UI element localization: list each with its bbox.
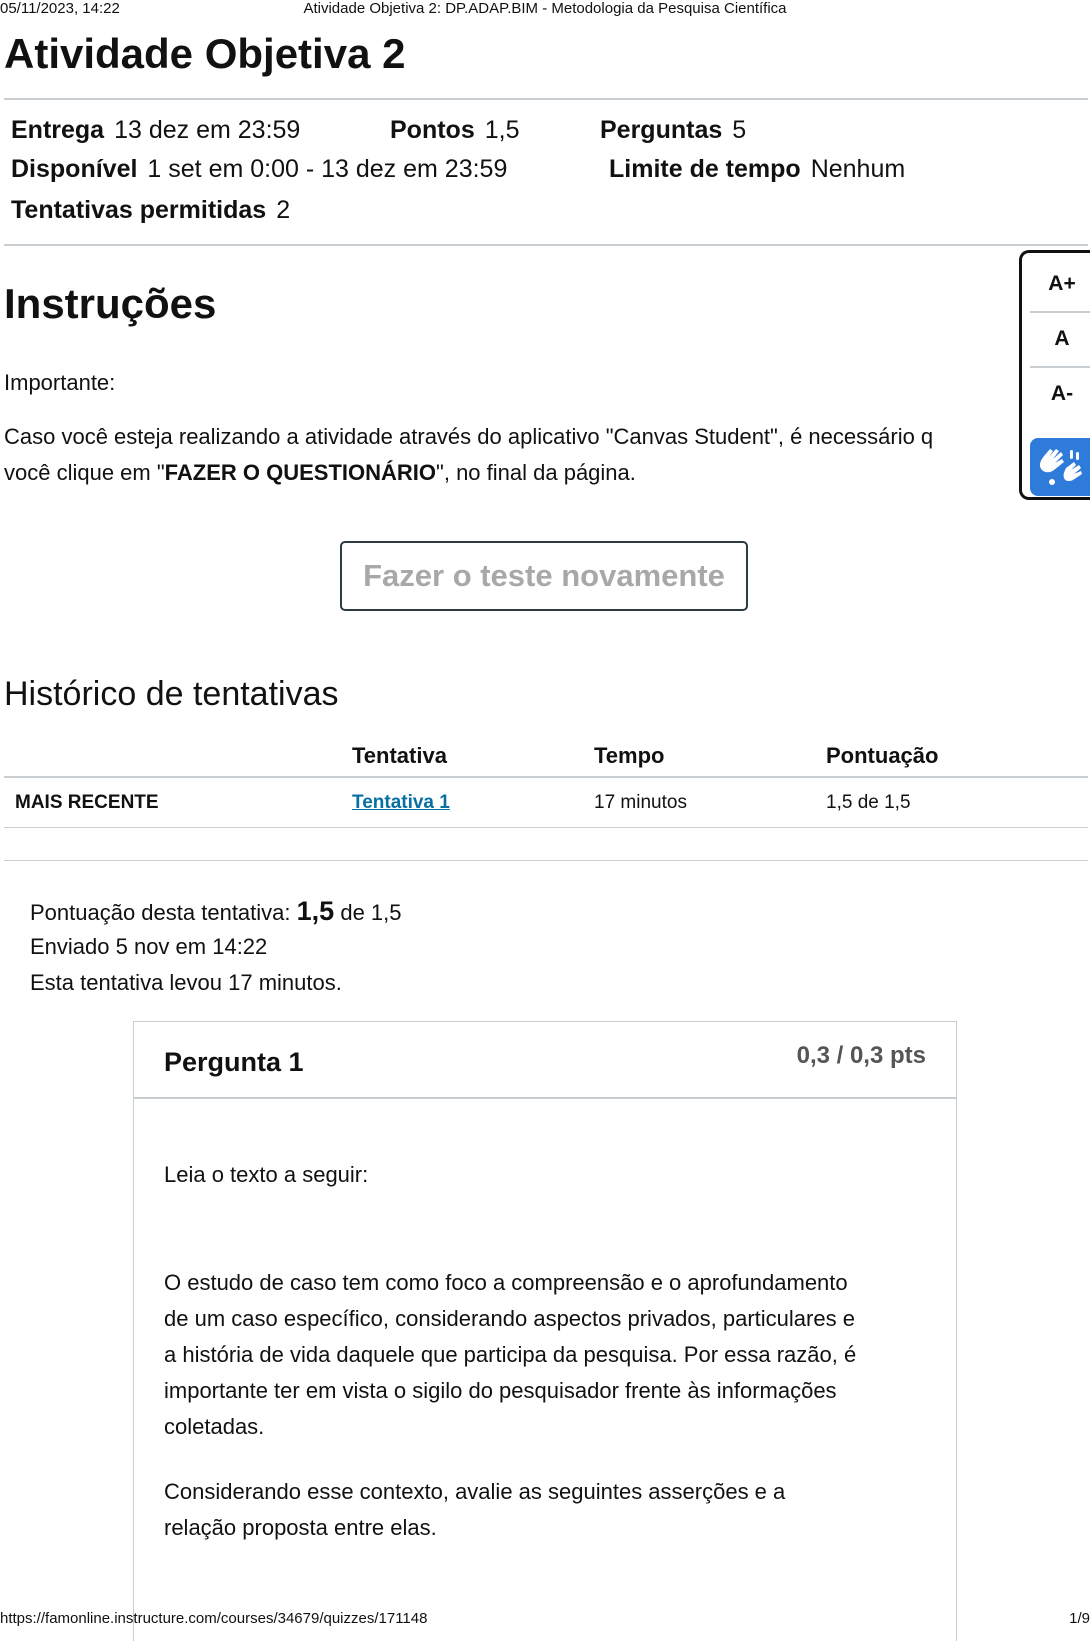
meta-questions-label: Perguntas [600,116,723,144]
instructions-line-2 [4,460,636,486]
divider [4,98,1088,100]
sign-language-button[interactable] [1030,438,1090,496]
instructions-line-2-bold: FAZER O QUESTIONÁRIO [164,460,437,485]
meta-due-value: 13 dez em 23:59 [114,116,301,144]
history-row-rule [4,827,1088,828]
question-header [134,1022,956,1099]
history-col-attempt: Tentativa [352,743,447,768]
meta-attempts-value: 2 [276,196,291,224]
meta-points-label: Pontos [390,116,475,144]
instructions-important: Importante: [4,370,116,395]
meta-questions-value: 5 [732,116,747,144]
meta-available-label: Disponível [11,155,138,183]
meta-points [390,116,519,145]
print-page-number: 1/9 [1069,1610,1090,1627]
question-paragraph-1-line: O estudo de caso tem como foco a compreensão e o aprofundamento [164,1270,848,1295]
font-normal-button[interactable]: A [1054,327,1070,350]
font-decrease-button[interactable]: A- [1050,382,1074,405]
attempt-link[interactable]: Tentativa 1 [352,792,450,813]
meta-available [11,155,507,184]
history-col-time: Tempo [594,743,665,768]
question-card [133,1021,957,1641]
question-paragraph-1-line: de um caso específico, considerando aspectos privados, particulares e [164,1306,855,1331]
question-paragraph-1 [164,1265,934,1445]
question-paragraph-1-line: importante ter em vista o sigilo do pesquisador frente às informações [164,1378,837,1403]
attempt-duration: Esta tentativa levou 17 minutos. [30,970,342,995]
retake-quiz-button[interactable]: Fazer o teste novamente [340,541,748,611]
question-paragraph-1-line: a história de vida daquele que participa da pesquisa. Por essa razão, é [164,1342,857,1367]
attempt-score-value: 1,5 [296,896,335,926]
meta-questions [600,116,746,145]
question-paragraph-1-line: coletadas. [164,1414,265,1439]
meta-time-limit-value: Nenhum [810,155,906,183]
accessibility-toolbar [1019,250,1090,500]
history-header-rule [4,776,1088,778]
meta-due-label: Entrega [11,116,105,144]
print-url: https://famonline.instructure.com/courses/34679/quizzes/171148 [0,1610,428,1627]
instructions-line-2-post: ", no final da página. [436,460,636,485]
history-row-score: 1,5 de 1,5 [826,792,911,813]
print-date: 05/11/2023, 14:22 [0,0,120,17]
print-footer [0,1610,1090,1628]
question-paragraph-2 [164,1474,934,1546]
divider [4,244,1088,246]
meta-attempts [11,196,290,225]
attempt-score-prefix: Pontuação desta tentativa: [30,900,291,925]
print-header [0,0,1090,18]
question-intro: Leia o texto a seguir: [164,1162,369,1187]
attempt-submitted: Enviado 5 nov em 14:22 [30,934,268,959]
font-increase-button[interactable]: A+ [1048,272,1076,295]
instructions-heading: Instruções [4,280,217,327]
instructions-line-1: Caso você esteja realizando a atividade através do aplicativo "Canvas Student", é necessário q [4,424,934,449]
attempt-score [30,896,402,927]
meta-attempts-label: Tentativas permitidas [11,196,267,224]
history-row-time: 17 minutos [594,792,687,813]
quiz-title: Atividade Objetiva 2 [4,30,406,77]
meta-points-value: 1,5 [484,116,520,144]
history-col-score: Pontuação [826,743,939,768]
meta-available-value: 1 set em 0:00 - 13 dez em 23:59 [147,155,508,183]
attempt-score-suffix: de 1,5 [340,900,402,925]
instructions-line-2-pre: você clique em " [4,460,165,485]
meta-time-limit [609,155,905,184]
history-heading: Histórico de tentativas [4,675,339,713]
sign-language-hands-icon [1030,438,1090,496]
history-row-label: MAIS RECENTE [15,792,159,813]
question-paragraph-2-line: Considerando esse contexto, avalie as seguintes asserções e a [164,1479,786,1504]
question-points: 0,3 / 0,3 pts [796,1042,926,1069]
divider [4,860,1088,861]
question-paragraph-2-line: relação proposta entre elas. [164,1515,437,1540]
print-page-title: Atividade Objetiva 2: DP.ADAP.BIM - Metodologia da Pesquisa Científica [303,0,787,17]
meta-time-limit-label: Limite de tempo [609,155,801,183]
question-title: Pergunta 1 [164,1047,304,1077]
meta-due [11,116,300,145]
